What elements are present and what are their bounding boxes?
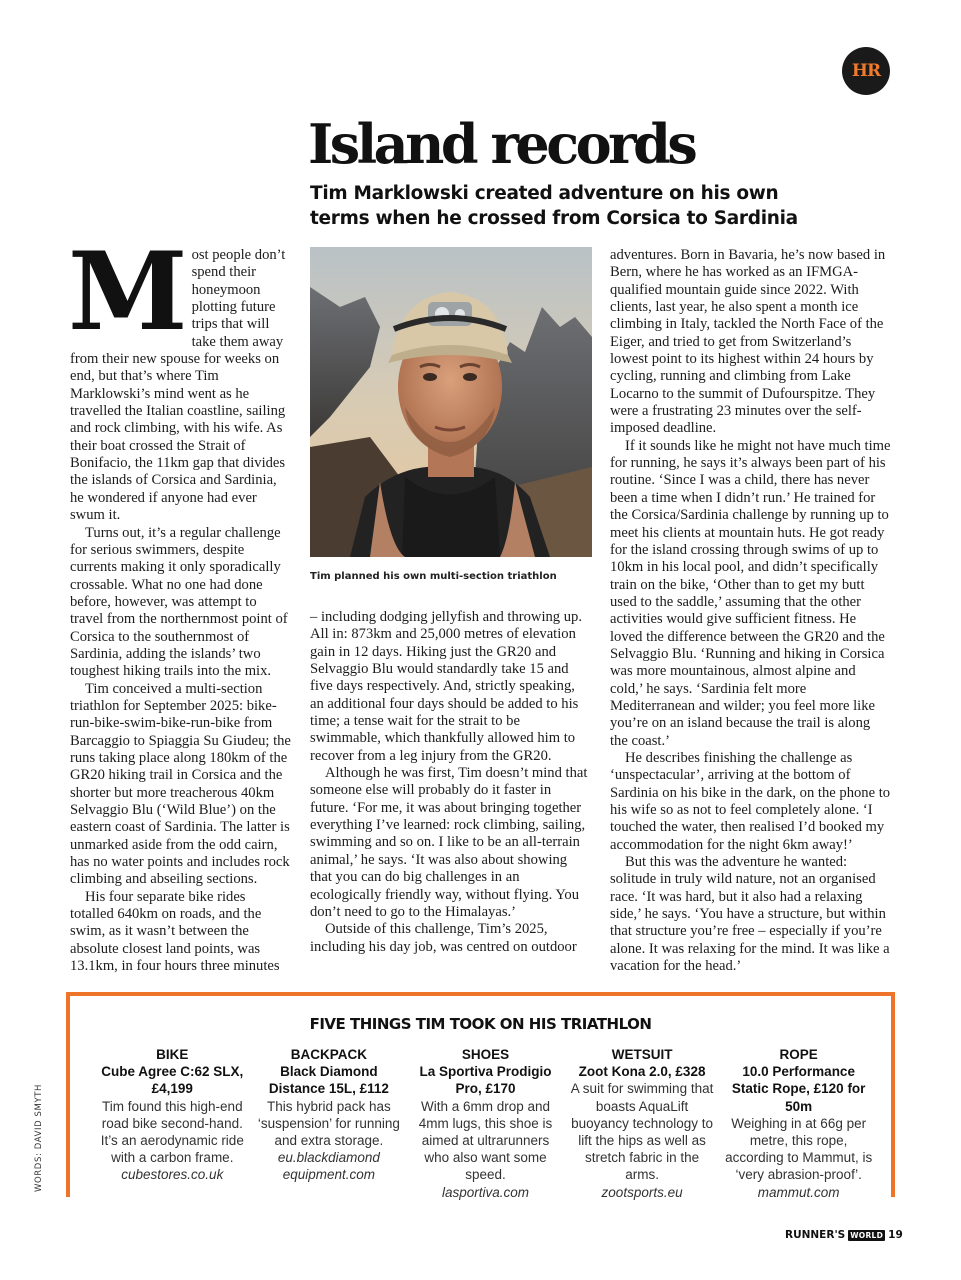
article-photo [310, 247, 592, 557]
kit-item-product: 10.0 Performance Static Rope, £120 for 50m [731, 1064, 866, 1114]
kit-item-url: mammut.com [757, 1184, 840, 1200]
paragraph: Turns out, it’s a regular challenge for serious swimmers, despite currents making it only sporadically crossable. What no one had done before, however, was attempt to travel from the northernmost point of Corsica to the southernmost of Sardinia, adding the islands’ two toughest hiking trails into the mix. [70, 524, 288, 680]
article-column-1 [68, 229, 291, 975]
paragraph: If it sounds like he might not have much time for running, he says it’s always been part of his routine. ‘Since I was a child, there has never been a time when I didn’t run.’ He trained for the Corsica/Sardinia challenge by running up to meet his clients at mountain huts. He got ready for the island crossing through swims of up to 10km in his local pool, and didn’t specifically train on the bike, ‘Other than to get my butt used to the saddle,’ assuming that the other activities would give sufficient fitness. He loved the difference between the GR20 and the Selvaggio Blu. ‘Running and hiking in Corsica was more mountainous, almost alpine and cold,’ he says. ‘Sardinia felt more Mediterranean and wilder; you feel more like you’re on an island because the trail is along the coast.’ [610, 437, 891, 749]
kit-item-url: eu.blackdiamond equipment.com [277, 1150, 380, 1183]
kit-item-shoes [407, 1046, 564, 1201]
page-number: 19 [888, 1229, 903, 1241]
article-column-3 [610, 247, 891, 975]
words-credit: WORDS: DAVID SMYTH [34, 1083, 44, 1192]
kit-item-description: A suit for swimming that boasts AquaLift buoyancy technology to lift the hips as well as stretch fabric in the arms. [570, 1081, 714, 1183]
kit-item-rope [720, 1046, 877, 1201]
kit-item-category: BIKE [156, 1047, 189, 1062]
kit-item-product: Zoot Kona 2.0, £328 [578, 1064, 706, 1080]
paragraph: His four separate bike rides totalled 640km on roads, and the swim, as it wasn’t between the absolute closest land points, was 13.1km, in four hours three minutes [70, 888, 280, 975]
kit-item-description: Weighing in at 66g per metre, this rope, according to Mammut, is ‘very abrasion-proof’. [725, 1115, 873, 1183]
kit-item-product: Black Diamond Distance 15L, £112 [268, 1064, 389, 1097]
kit-item-description: Tim found this high-end road bike second-hand. It’s an aerodynamic ride with a carbon frame. [100, 1098, 244, 1166]
paragraph: Outside of this challenge, Tim’s 2025, including his day job, was centred on outdoor [310, 921, 577, 955]
paragraph: But this was the adventure he wanted: solitude in truly wild nature, not an organised race. ‘It was hard, but it also had a relaxing side,’ he says. ‘You have a structure, but within that structure you’re free – especially if you’re alone. It was relaxing for the mind. It was like a vacation for the head.’ [610, 854, 890, 975]
runner-portrait-image [310, 247, 592, 557]
paragraph: – including dodging jellyfish and throwing up. All in: 873km and 25,000 metres of elevation gain in 12 days. Hiking just the GR20 and Selvaggio Blu would standardly take 15 and five days respectively. And, strictly speaking, an additional four days should be added to his time; a tense wait for the strait to be swimmable, which thankfully allowed him to recover from a leg injury from the GR20. [310, 609, 582, 764]
paragraph: Although he was first, Tim doesn’t mind that someone else will probably do it faster in future. ‘For me, it was about bringing together everything I’ve learned: rock climbing, sailing, swimming and so on. I like to be an all-terrain animal,’ he says. ‘It was also about showing that you can do big challenges in an ecologically friendly way, without flying. You don’t need to go to the Himalayas.’ [310, 765, 588, 920]
kit-item-product: Cube Agree C:62 SLX, £4,199 [101, 1064, 244, 1097]
kit-item-url: lasportiva.com [441, 1184, 529, 1200]
kit-item-description: This hybrid pack has ‘suspension’ for running and extra storage. [257, 1098, 400, 1149]
kit-box-heading: FIVE THINGS TIM TOOK ON HIS TRIATHLON [309, 1015, 652, 1033]
article-column-2 [310, 609, 592, 956]
article-title: Island records [308, 112, 695, 176]
kit-item-description: With a 6mm drop and 4mm lugs, this shoe is aimed at ultrarunners who also want some speed. [418, 1098, 553, 1183]
page-footer [785, 1229, 903, 1241]
magazine-brand: RUNNER'S [785, 1229, 846, 1241]
paragraph: Tim conceived a multi-section triathlon for September 2025: bike-run-bike-swim-bike-run-bike from Barcaggio to Spiaggia Su Giudeu; the runs taking place along 180km of the GR20 hiking trail in Corsica and the shorter but more treacherous 40km Selvaggio Blu (‘Wild Blue’) on the eastern coast of Sardinia. The latter is unmarked aside from the odd cairn, has no water points and includes rock climbing and abseiling sections. [70, 680, 291, 888]
kit-item-bike [94, 1046, 251, 1201]
kit-box [66, 992, 895, 1200]
kit-item-url: cubestores.co.uk [121, 1167, 224, 1183]
kit-item-category: SHOES [461, 1047, 510, 1062]
kit-item-backpack [251, 1046, 408, 1201]
paragraph: adventures. Born in Bavaria, he’s now based in Bern, where he has worked as an IFMGA-qualified mountain guide since 2022. With clients, last year, he also spent a month ice climbing in Italy, tackled the North Face of the Eiger, and tried to get from Switzerland’s lowest point to its highest within 24 hours by cycling, running and climbing from Lake Locarno to the summit of Dufourspitze. They were a frustrating 23 minutes over the self-imposed deadline. [610, 247, 886, 437]
paragraph: He describes finishing the challenge as ‘unspectacular’, arriving at the bottom of Sardinia on his bike in the dark, on the phone to his wife so as not to feel completely alone. ‘I touched the water, then realised I’d booked my accommodation for the night 6km away!’ [610, 749, 891, 853]
kit-item-product: La Sportiva Prodigio Pro, £170 [419, 1064, 552, 1097]
drop-cap: M [68, 229, 184, 355]
photo-caption: Tim planned his own multi-section triathlon [310, 571, 557, 582]
standfirst: Tim Marklowski created adventure on his own terms when he crossed from Corsica to Sardinia [310, 183, 798, 229]
section-badge: HR [842, 47, 890, 95]
kit-item-category: WETSUIT [611, 1047, 673, 1062]
kit-item-category: BACKPACK [290, 1047, 368, 1062]
kit-item-wetsuit [564, 1046, 721, 1201]
kit-list [94, 1046, 877, 1201]
kit-item-category: ROPE [779, 1047, 818, 1062]
kit-item-url: zootsports.eu [601, 1184, 683, 1200]
magazine-brand-box: WORLD [850, 1230, 884, 1240]
paragraph: Most people don’t spend their honeymoon plotting future trips that will take them away from their new spouse for weeks on end, but that’s where Tim Marklowski’s mind went as he travelled the Italian coastline, sailing and rock climbing, with his wife. As their boat crossed the Strait of Bonifacio, the 11km gap that divides the islands of Corsica and Sardinia, he wondered if anyone had ever swum it. [68, 229, 286, 524]
